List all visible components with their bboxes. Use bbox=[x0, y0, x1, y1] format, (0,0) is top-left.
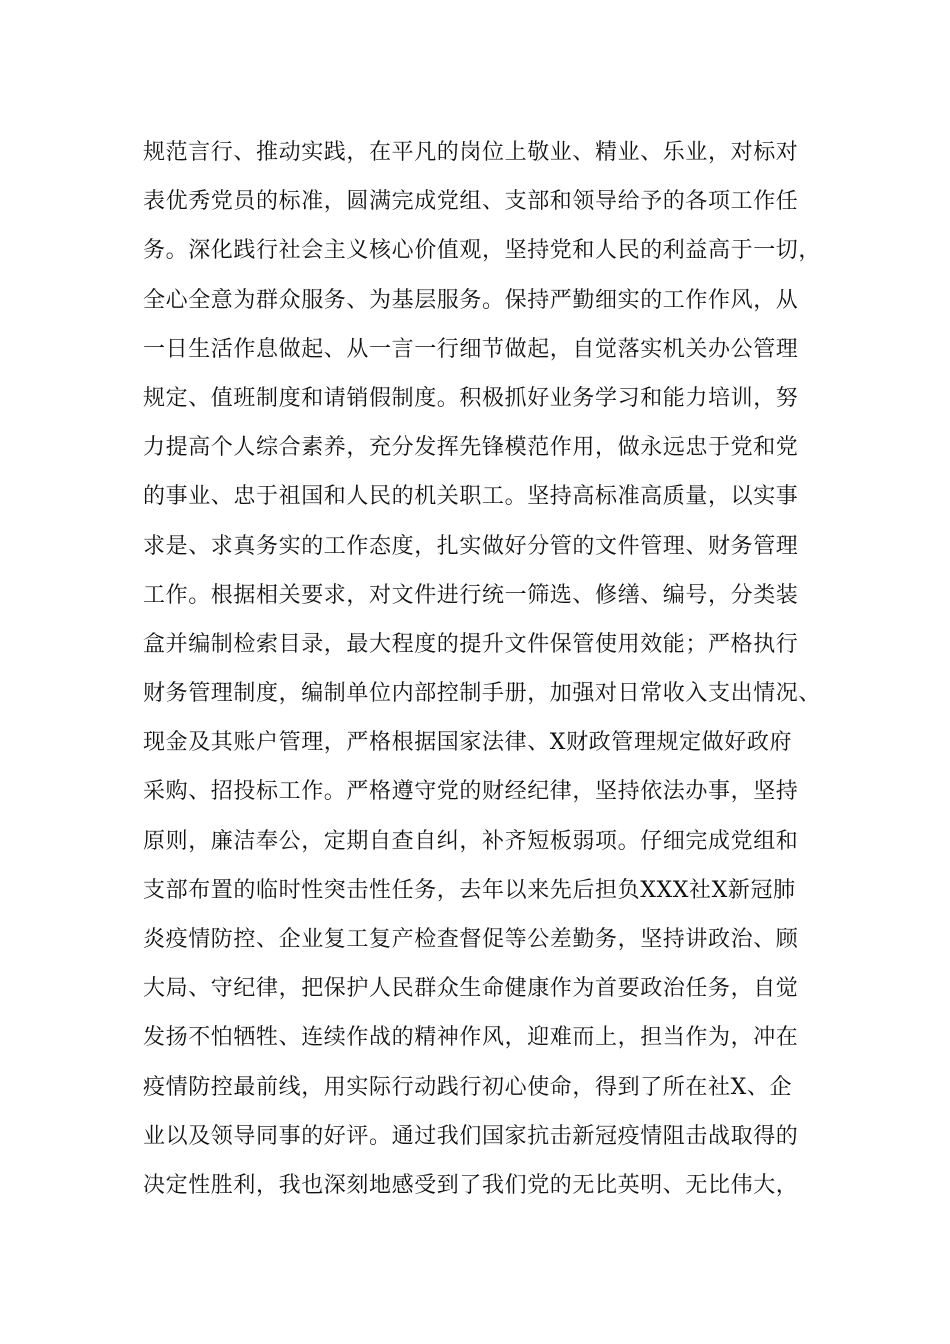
text-line: 大局、守纪律，把保护人民群众生命健康作为首要政治任务，自觉 bbox=[143, 976, 799, 1002]
text-line: 力提高个人综合素养，充分发挥先锋模范作用，做永远忠于党和党 bbox=[143, 435, 799, 461]
text-line: 一日生活作息做起、从一言一行细节做起，自觉落实机关办公管理 bbox=[143, 336, 799, 362]
text-line: 规范言行、推动实践，在平凡的岗位上敬业、精业、乐业，对标对 bbox=[143, 140, 799, 165]
text-line: 炎疫情防控、企业复工复产检查督促等公差勤务，坚持讲政治、顾 bbox=[143, 927, 799, 952]
text-line: 原则，廉洁奉公，定期自查自纠，补齐短板弱项。仔细完成党组和 bbox=[143, 828, 799, 854]
text-line: 表优秀党员的标准，圆满完成党组、支部和领导给予的各项工作任 bbox=[143, 189, 799, 215]
body-text bbox=[143, 132, 833, 1214]
text-line: 工作。根据相关要求，对文件进行统一筛选、修缮、编号，分类装 bbox=[143, 582, 799, 608]
text-line: 务。深化践行社会主义核心价值观，坚持党和人民的利益高于一切， bbox=[143, 238, 822, 264]
text-line: 采购、招投标工作。严格遵守党的财经纪律，坚持依法办事，坚持 bbox=[143, 779, 799, 805]
text-line: 财务管理制度，编制单位内部控制手册，加强对日常收入支出情况、 bbox=[143, 681, 822, 707]
text-line: 的事业、忠于祖国和人民的机关职工。坚持高标准高质量，以实事 bbox=[143, 484, 799, 510]
text-line: 规定、值班制度和请销假制度。积极抓好业务学习和能力培训，努 bbox=[143, 385, 799, 411]
text-line: 求是、求真务实的工作态度，扎实做好分管的文件管理、财务管理 bbox=[143, 533, 799, 559]
text-line: 发扬不怕牺牲、连续作战的精神作风，迎难而上，担当作为，冲在 bbox=[143, 1025, 799, 1051]
text-line: 盒并编制检索目录，最大程度的提升文件保管使用效能；严格执行 bbox=[143, 631, 799, 657]
text-line: 现金及其账户管理，严格根据国家法律、X财政管理规定做好政府 bbox=[143, 730, 793, 756]
text-line: 业以及领导同事的好评。通过我们国家抗击新冠疫情阻击战取得的 bbox=[143, 1123, 799, 1149]
text-line: 全心全意为群众服务、为基层服务。保持严勤细实的工作作风，从 bbox=[143, 287, 799, 313]
text-line: 支部布置的临时性突击性任务，去年以来先后担负XXX社X新冠肺 bbox=[143, 877, 796, 903]
text-line: 疫情防控最前线，用实际行动践行初心使命，得到了所在社X、企 bbox=[143, 1074, 793, 1100]
text-line: 决定性胜利，我也深刻地感受到了我们党的无比英明、无比伟大， bbox=[143, 1172, 799, 1198]
